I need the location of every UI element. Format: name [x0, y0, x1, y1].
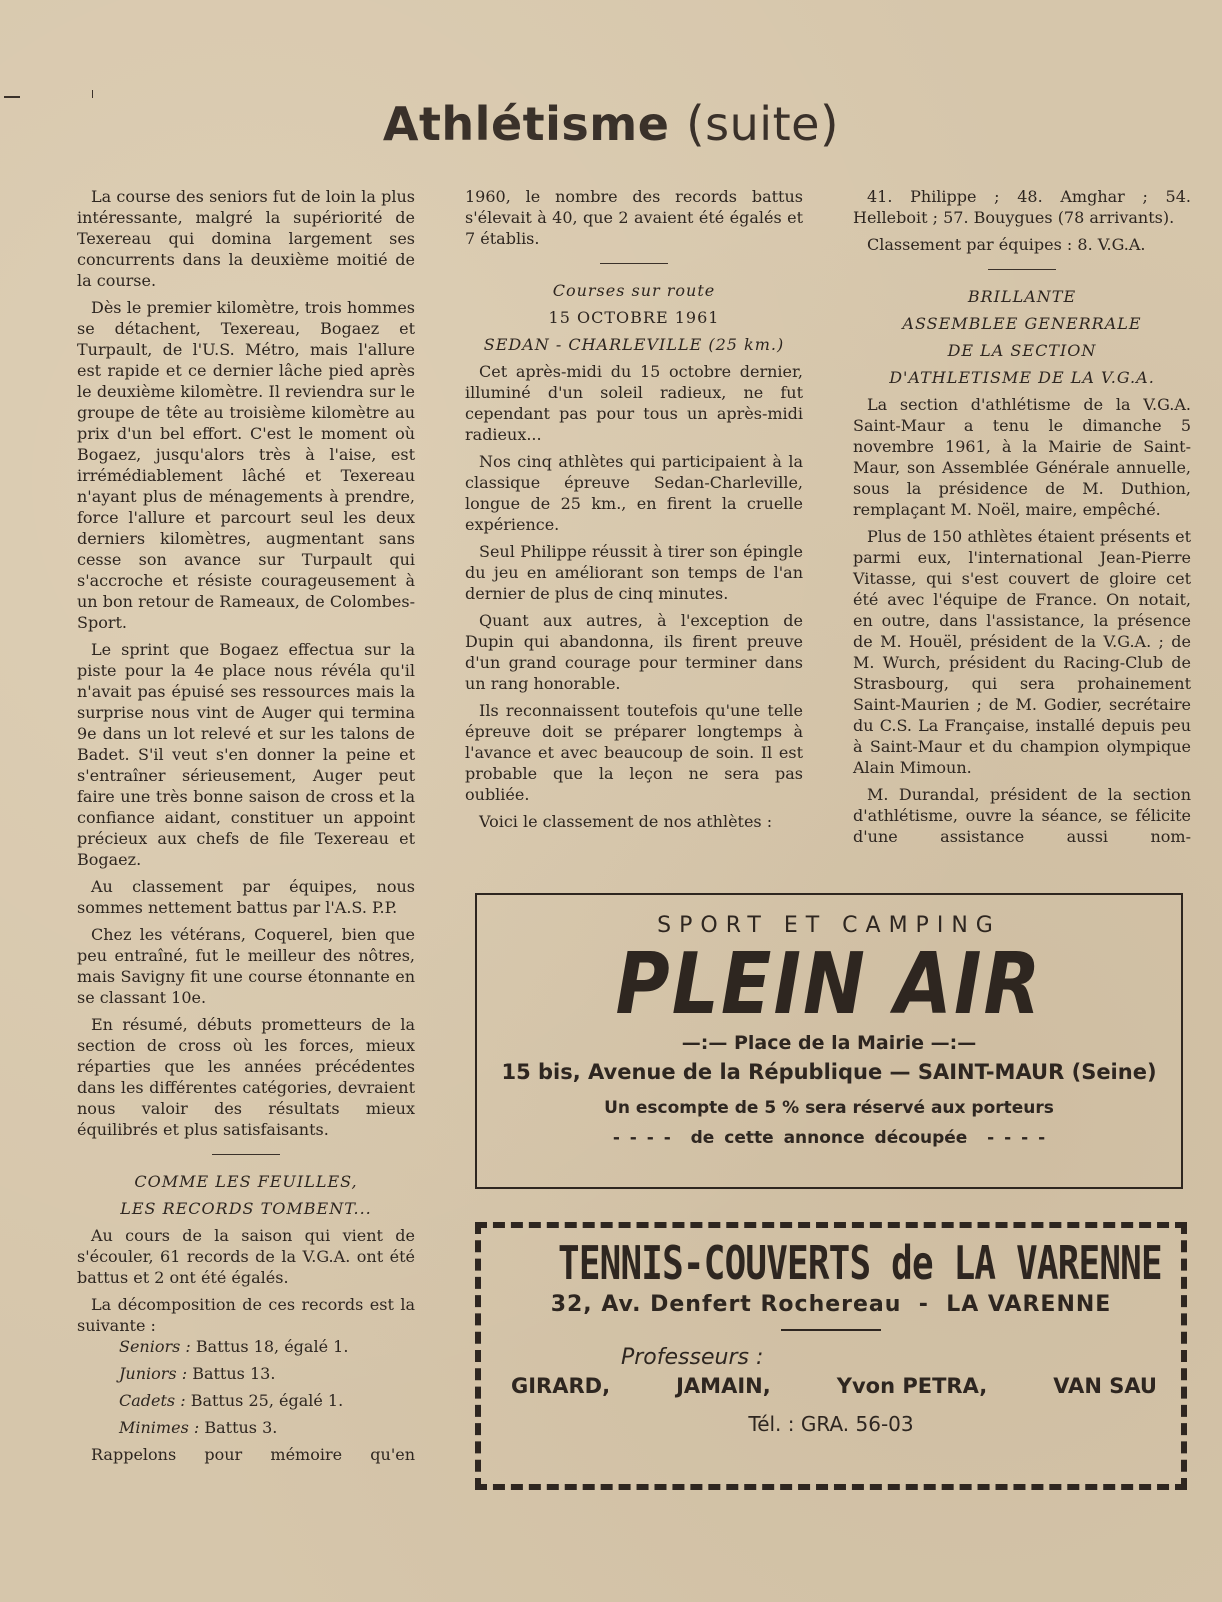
paragraph: La section d'athlétisme de la V.G.A. Saint-Maur a tenu le dimanche 5 novembre 1961, à la Mairie de Saint-Maur, son Assemblée Générale annuelle, sous la présidence de M. Duthion, remplaçant M. Noël, maire, empêché. — [853, 395, 1191, 519]
records-value: Battus 13. — [192, 1364, 276, 1383]
title-main: Athlétisme — [382, 97, 670, 151]
paragraph: Seul Philippe réussit à tirer son épingle du jeu en améliorant son temps de l'an dernier de plus de cinq minutes. — [465, 542, 803, 603]
heading-line: LES RECORDS TOMBENT... — [120, 1199, 372, 1218]
paragraph: Rappelons pour mémoire qu'en — [91, 1445, 415, 1464]
records-value: Battus 25, égalé 1. — [190, 1391, 344, 1410]
heading-title: SEDAN - CHARLEVILLE (25 km.) — [483, 335, 785, 354]
professor-name: VAN SAU — [1053, 1374, 1157, 1398]
heading-line: DE LA SECTION — [947, 341, 1097, 360]
article-column-3 — [853, 186, 1191, 853]
section-heading-road-race — [465, 280, 803, 355]
paragraph: Nos cinq athlètes qui participaient à la classique épreuve Sedan-Charleville, longue de 25 km., en firent la cruelle expérience. — [465, 452, 803, 534]
paragraph: Le sprint que Bogaez effectua sur la piste pour la 4e place nous révéla qu'il n'avait pas épuisé ses ressources mais la surprise nous vint de Auger qui termina 9e dans un lot relevé et sur les talons de Badet. S'il veut s'en donner la peine et s'entraîner sérieusement, Auger peut faire une très bonne saison de cross et la confiance aidant, constituer un appoint précieux aux chefs de file Texereau et Bogaez. — [77, 640, 415, 869]
ad-promo-line-2: - - - - de cette annonce découpée - - - - — [612, 1128, 1046, 1148]
paragraph: Au cours de la saison qui vient de s'écouler, 61 records de la V.G.A. ont été battus et 2 ont été égalés. — [77, 1226, 415, 1287]
records-row — [77, 1417, 415, 1438]
heading-line: ASSEMBLEE GENERRALE — [902, 314, 1142, 333]
paragraph: 1960, le nombre des records battus s'élevait à 40, que 2 avaient été égalés et 7 établis. — [465, 187, 803, 248]
ad-brand: TENNIS-COUVERTS de LA VARENNE — [558, 1236, 1162, 1290]
records-row — [77, 1363, 415, 1384]
advertisement-tennis-couverts — [475, 1222, 1187, 1490]
ad-address: 32, Av. Denfert Rochereau - LA VARENNE — [550, 1292, 1112, 1317]
ad-divider — [781, 1329, 881, 1331]
paragraph: Plus de 150 athlètes étaient présents et parmi eux, l'international Jean-Pierre Vitasse, qui s'est couvert de gloire cet été avec l'équipe de France. On notait, en outre, dans l'assistance, la présence de M. Houël, président de la V.G.A. ; de M. Wurch, président du Racing-Club de Strasbourg, qui sera prohainement Saint-Maurien ; de M. Godier, secrétaire du C.S. La Française, installé depuis peu à Saint-Maur et du champion olympique Alain Mimoun. — [853, 527, 1191, 777]
professor-name: JAMAIN, — [676, 1374, 771, 1398]
paragraph: En résumé, débuts prometteurs de la section de cross où les forces, mieux réparties que les années précédentes dans les différentes catégories, devraient nous valoir des résultats mieux équilibrés et plus satisfaisants. — [77, 1015, 415, 1139]
records-category: Cadets : — [119, 1391, 186, 1410]
heading-date: 15 OCTOBRE 1961 — [548, 308, 720, 327]
ad-professors-label: Professeurs : — [621, 1345, 764, 1370]
paragraph: Voici le classement de nos athlètes : — [479, 812, 773, 831]
title-paren-open: ( — [685, 96, 706, 152]
heading-line: BRILLANTE — [967, 287, 1077, 306]
professor-name: Yvon PETRA, — [836, 1374, 988, 1398]
section-heading-assembly — [853, 286, 1191, 388]
ad-brand: PLEIN AIR — [615, 934, 1043, 1034]
paragraph: Au classement par équipes, nous sommes nettement battus par l'A.S. P.P. — [77, 877, 415, 917]
section-divider — [988, 269, 1056, 270]
ad-place: —:— Place de la Mairie —:— — [681, 1032, 977, 1054]
paragraph: Ils reconnaissent toutefois qu'une telle épreuve doit se préparer longtemps à l'avance et avec beaucoup de soin. Il est probable que la leçon ne sera pas oubliée. — [465, 701, 803, 804]
paragraph: Chez les vétérans, Coquerel, bien que peu entraîné, fut le meilleur des nôtres, mais Savigny fit une course étonnante en se classant 10e. — [77, 925, 415, 1007]
page-title — [0, 96, 1222, 152]
heading-kicker: Courses sur route — [552, 281, 716, 300]
paragraph: La décomposition de ces records est la suivante : — [77, 1295, 415, 1335]
section-divider — [600, 263, 668, 264]
records-category: Seniors : — [119, 1337, 191, 1356]
paragraph: Quant aux autres, à l'exception de Dupin qui abandonna, ils firent preuve d'un grand courage pour terminer dans un rang honorable. — [465, 611, 803, 693]
records-breakdown — [77, 1336, 415, 1438]
paragraph: 41. Philippe ; 48. Amghar ; 54. Helleboit ; 57. Bouygues (78 arrivants). — [853, 187, 1191, 227]
advertisement-plein-air — [475, 893, 1183, 1189]
paragraph: M. Durandal, président de la section d'athlétisme, ouvre la séance, se félicite d'une assistance aussi nom- — [853, 785, 1191, 846]
ad-promo-line-1: Un escompte de 5 % sera réservé aux porteurs — [604, 1098, 1054, 1118]
ad-address: 15 bis, Avenue de la République — SAINT-MAUR (Seine) — [501, 1060, 1157, 1084]
paragraph: Dès le premier kilomètre, trois hommes se détachent, Texereau, Bogaez et Turpault, de l'U.S. Métro, mais l'allure est rapide et ce dernier lâche pied après le deuxième kilomètre. Il reviendra sur le groupe de tête au troisième kilomètre au prix d'un bel effort. C'est le moment où Bogaez, jusqu'alors très à l'aise, est irrémédiablement lâché et Texereau n'ayant plus de ménagements à prendre, force l'allure et parcourt seul les deux derniers kilomètres, augmentant sans cesse son avance sur Turpault qui s'accroche et résiste courageusement à un bon retour de Rameaux, de Colombes-Sport. — [77, 298, 415, 632]
records-value: Battus 18, égalé 1. — [195, 1337, 349, 1356]
ad-kicker: SPORT ET CAMPING — [657, 913, 1001, 938]
paragraph: Cet après-midi du 15 octobre dernier, illuminé d'un soleil radieux, ne fut cependant pas pour tous un après-midi radieux... — [465, 362, 803, 444]
title-suite: suite — [705, 97, 820, 151]
section-divider — [212, 1154, 280, 1155]
section-heading-records — [77, 1171, 415, 1219]
records-row — [77, 1390, 415, 1411]
paragraph: Classement par équipes : 8. V.G.A. — [867, 235, 1146, 254]
records-category: Minimes : — [119, 1418, 200, 1437]
ad-phone: Tél. : GRA. 56-03 — [748, 1412, 914, 1436]
ad-professors-list — [481, 1370, 1181, 1398]
article-column-1 — [77, 186, 415, 1471]
heading-line: D'ATHLETISME DE LA V.G.A. — [889, 368, 1155, 387]
article-column-2 — [465, 186, 803, 838]
heading-line: COMME LES FEUILLES, — [134, 1172, 358, 1191]
records-row — [77, 1336, 415, 1357]
title-paren-close: ) — [819, 96, 840, 152]
records-category: Juniors : — [119, 1364, 188, 1383]
records-value: Battus 3. — [204, 1418, 278, 1437]
paragraph: La course des seniors fut de loin la plus intéressante, malgré la supériorité de Texereau qui domina largement ses concurrents dans la deuxième moitié de la course. — [77, 187, 415, 290]
professor-name: GIRARD, — [511, 1374, 611, 1398]
